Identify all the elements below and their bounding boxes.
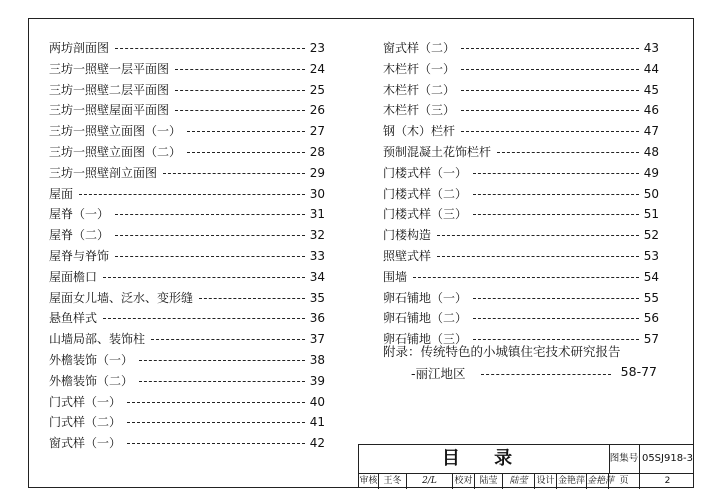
toc-entry-page: 37: [307, 329, 325, 350]
toc-entry: [49, 329, 325, 350]
dash-leader: [437, 256, 639, 257]
reviewer-name: 王冬: [379, 473, 407, 489]
toc-left-column: [49, 38, 325, 454]
toc-entry-page: 46: [641, 100, 659, 121]
toc-entry: [49, 225, 325, 246]
dash-leader: [127, 402, 305, 403]
reviewer-signature: 2/L: [407, 473, 453, 489]
toc-entry-page: 36: [307, 308, 325, 329]
designer-name: 金艳萍: [557, 473, 587, 489]
toc-entry-page: 23: [307, 38, 325, 59]
dash-leader: [103, 277, 305, 278]
toc-entry-page: 40: [307, 392, 325, 413]
toc-entry-title: 外檐装饰（二）: [49, 371, 137, 392]
toc-entry: [49, 59, 325, 80]
atlas-label: 图集号: [609, 445, 640, 473]
toc-entry-title: 门楼构造: [383, 225, 435, 246]
toc-entry: [49, 350, 325, 371]
toc-entry-title: 窗式样（一）: [49, 433, 125, 454]
atlas-number: 05SJ918-3: [641, 453, 694, 464]
sheet-title: 目 录: [359, 445, 610, 473]
toc-entry-page: 35: [307, 288, 325, 309]
toc-entry-title: 窗式样（二）: [383, 38, 459, 59]
toc-entry-title: 两坊剖面图: [49, 38, 113, 59]
toc-entry-title: 门式样（二）: [49, 412, 125, 433]
dash-leader: [79, 194, 305, 195]
toc-entry: [383, 267, 659, 288]
toc-entry: [49, 308, 325, 329]
toc-entry-title: 屋面檐口: [49, 267, 101, 288]
dash-leader: [497, 152, 639, 153]
toc-entry: [49, 288, 325, 309]
dash-leader: [139, 360, 305, 361]
toc-entry: [383, 204, 659, 225]
toc-entry: [383, 246, 659, 267]
appendix-subtitle-row: [411, 364, 657, 384]
toc-entry: [383, 100, 659, 121]
title-block-top: [359, 445, 694, 474]
toc-entry-page: 28: [307, 142, 325, 163]
toc-entry-page: 31: [307, 204, 325, 225]
toc-entry: [49, 412, 325, 433]
toc-entry-page: 45: [641, 80, 659, 101]
title-block-signatures: [359, 473, 694, 489]
dash-leader: [481, 374, 611, 375]
designer-signature: 金艳萍: [587, 473, 609, 489]
toc-entry-page: 26: [307, 100, 325, 121]
toc-entry-page: 49: [641, 163, 659, 184]
dash-leader: [437, 235, 639, 236]
toc-entry-title: 三坊一照壁屋面平面图: [49, 100, 173, 121]
toc-entry-page: 57: [641, 329, 659, 350]
dash-leader: [127, 422, 305, 423]
toc-entry: [49, 121, 325, 142]
toc-entry-page: 27: [307, 121, 325, 142]
toc-entry-title: 屋面: [49, 184, 77, 205]
toc-entry-title: 照壁式样: [383, 246, 435, 267]
toc-entry-title: 三坊一照壁立面图（二）: [49, 142, 185, 163]
toc-entry-title: 钢（木）栏杆: [383, 121, 459, 142]
checker-signature: 陆莹: [503, 473, 535, 489]
toc-entry: [383, 80, 659, 101]
dash-leader: [461, 48, 639, 49]
toc-entry-page: 48: [641, 142, 659, 163]
design-label: 设计: [535, 473, 557, 489]
toc-entry-page: 52: [641, 225, 659, 246]
toc-entry-title: 门式样（一）: [49, 392, 125, 413]
toc-entry-title: 木栏杆（二）: [383, 80, 459, 101]
toc-entry-title: 门楼式样（一）: [383, 163, 471, 184]
toc-entry: [49, 392, 325, 413]
review-label: 审核: [359, 473, 379, 489]
toc-entry: [383, 288, 659, 309]
dash-leader: [199, 298, 305, 299]
page-number: 2: [664, 476, 671, 486]
toc-entry-page: 29: [307, 163, 325, 184]
dash-leader: [115, 235, 305, 236]
toc-entry: [49, 38, 325, 59]
toc-entry-title: 三坊一照壁二层平面图: [49, 80, 173, 101]
dash-leader: [187, 131, 305, 132]
toc-entry-title: 木栏杆（一）: [383, 59, 459, 80]
toc-entry-title: 三坊一照壁剖立面图: [49, 163, 161, 184]
toc-entry: [49, 80, 325, 101]
toc-entry-title: 屋脊（一）: [49, 204, 113, 225]
dash-leader: [175, 90, 305, 91]
dash-leader: [175, 110, 305, 111]
appendix-subtitle: -丽江地区: [411, 366, 466, 381]
appendix-page: 58-77: [620, 364, 657, 379]
dash-leader: [473, 194, 639, 195]
toc-entry-title: 预制混凝土花饰栏杆: [383, 142, 495, 163]
toc-entry: [383, 59, 659, 80]
toc-entry-page: 42: [307, 433, 325, 454]
dash-leader: [139, 381, 305, 382]
dash-leader: [461, 69, 639, 70]
toc-entry: [383, 184, 659, 205]
toc-entry-title: 三坊一照壁一层平面图: [49, 59, 173, 80]
toc-entry: [49, 371, 325, 392]
dash-leader: [473, 318, 639, 319]
toc-entry-page: 24: [307, 59, 325, 80]
checker-name: 陆莹: [475, 473, 503, 489]
toc-entry: [49, 184, 325, 205]
toc-entry-page: 44: [641, 59, 659, 80]
toc-entry-title: 围墙: [383, 267, 411, 288]
toc-entry: [383, 38, 659, 59]
toc-entry-page: 25: [307, 80, 325, 101]
toc-entry: [383, 308, 659, 329]
dash-leader: [473, 298, 639, 299]
dash-leader: [115, 256, 305, 257]
dash-leader: [175, 69, 305, 70]
toc-entry-page: 30: [307, 184, 325, 205]
toc-entry-title: 卵石铺地（二）: [383, 308, 471, 329]
toc-entry-title: 外檐装饰（一）: [49, 350, 137, 371]
toc-entry-title: 卵石铺地（三）: [383, 329, 471, 350]
dash-leader: [473, 214, 639, 215]
dash-leader: [115, 214, 305, 215]
toc-entry: [49, 100, 325, 121]
toc-entry: [49, 433, 325, 454]
toc-entry-page: 33: [307, 246, 325, 267]
title-block: [358, 444, 694, 488]
toc-entry-page: 38: [307, 350, 325, 371]
toc-entry: [49, 142, 325, 163]
toc-entry-title: 卵石铺地（一）: [383, 288, 471, 309]
toc-entry-page: 43: [641, 38, 659, 59]
dash-leader: [461, 131, 639, 132]
toc-entry-page: 34: [307, 267, 325, 288]
toc-entry-title: 悬鱼样式: [49, 308, 101, 329]
page-label: 页: [609, 473, 640, 489]
toc-entry-title: 屋脊（二）: [49, 225, 113, 246]
toc-entry: [49, 246, 325, 267]
toc-entry: [383, 225, 659, 246]
dash-leader: [103, 318, 305, 319]
dash-leader: [115, 48, 305, 49]
dash-leader: [473, 339, 639, 340]
dash-leader: [187, 152, 305, 153]
toc-entry-title: 门楼式样（三）: [383, 204, 471, 225]
toc-entry-page: 55: [641, 288, 659, 309]
toc-entry-title: 门楼式样（二）: [383, 184, 471, 205]
toc-entry-page: 53: [641, 246, 659, 267]
toc-entry-page: 50: [641, 184, 659, 205]
toc-entry-title: 木栏杆（三）: [383, 100, 459, 121]
dash-leader: [461, 110, 639, 111]
toc-entry-page: 51: [641, 204, 659, 225]
toc-entry-title: 屋脊与脊饰: [49, 246, 113, 267]
toc-entry-page: 39: [307, 371, 325, 392]
toc-entry-title: 三坊一照壁立面图（一）: [49, 121, 185, 142]
dash-leader: [461, 90, 639, 91]
toc-entry-page: 32: [307, 225, 325, 246]
toc-entry-title: 屋面女儿墙、泛水、变形缝: [49, 288, 197, 309]
dash-leader: [151, 339, 305, 340]
dash-leader: [163, 173, 305, 174]
dash-leader: [473, 173, 639, 174]
toc-entry: [383, 121, 659, 142]
toc-entry: [383, 163, 659, 184]
toc-entry: [49, 163, 325, 184]
toc-entry-page: 47: [641, 121, 659, 142]
appendix-title: 附录：传统特色的小城镇住宅技术研究报告: [383, 344, 621, 359]
check-label: 校对: [453, 473, 475, 489]
toc-entry-page: 41: [307, 412, 325, 433]
toc-entry: [49, 204, 325, 225]
toc-entry-page: 54: [641, 267, 659, 288]
dash-leader: [413, 277, 639, 278]
toc-entry-page: 56: [641, 308, 659, 329]
toc-right-column: [383, 38, 659, 350]
toc-entry: [49, 267, 325, 288]
dash-leader: [127, 443, 305, 444]
toc-entry-title: 山墙局部、装饰柱: [49, 329, 149, 350]
toc-entry: [383, 142, 659, 163]
